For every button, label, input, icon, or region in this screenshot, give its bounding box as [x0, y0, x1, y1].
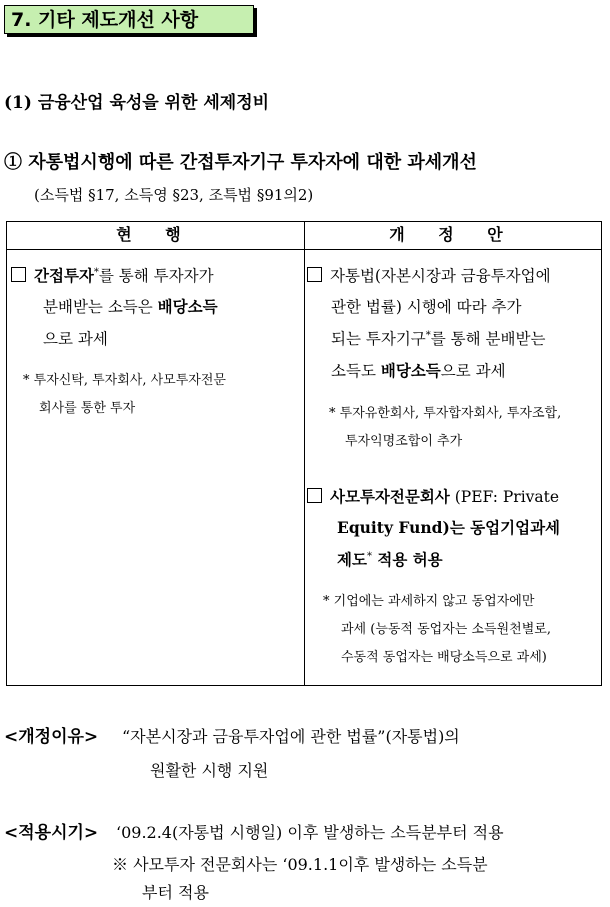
- reason-text-2: 원활한 시행 지원: [150, 761, 269, 780]
- subtitle: (1) 금융산업 육성을 위한 세제정비: [4, 93, 270, 113]
- header-revised: 개 정 안: [305, 222, 602, 250]
- current-line-2: 분배받는 소득은 배당소득: [43, 297, 218, 316]
- revised-b1-note-1: * 투자유한회사, 투자합자회사, 투자조합,: [329, 406, 562, 421]
- item-heading: ① 자통법시행에 따른 간접투자기구 투자자에 대한 과세개선: [4, 152, 477, 173]
- reason-label: <개정이유>: [4, 727, 99, 747]
- revised-b1-line-2: 관한 법률) 시행에 따라 추가: [331, 298, 522, 316]
- revised-b2-note-2: 과세 (능동적 동업자는 소득원천별로,: [341, 622, 551, 637]
- revised-b1-line-4: 소득도 배당소득으로 과세: [331, 361, 506, 380]
- section-title: 7. 기타 제도개선 사항: [4, 5, 254, 34]
- revised-b2-line-2: Equity Fund)는 동업기업과세: [337, 518, 561, 537]
- checkbox-square-icon: [307, 488, 322, 503]
- revised-bullet-1: 자통법(자본시장과 금융투자업에: [307, 264, 551, 286]
- revised-b1-note-2: 투자익명조합이 추가: [345, 434, 463, 449]
- current-note-1: * 투자신탁, 투자회사, 사모투자전문: [23, 373, 226, 388]
- comparison-table: [6, 221, 602, 686]
- revised-cell: [305, 250, 602, 686]
- timing-note-2: 부터 적용: [142, 883, 209, 902]
- revised-b2-line-3: 제도* 적용 허용: [337, 550, 443, 569]
- timing-text-1: ‘09.2.4(자통법 시행일) 이후 발생하는 소득분부터 적용: [116, 823, 504, 842]
- revised-bullet-2: 사모투자전문회사 (PEF: Private: [307, 485, 559, 507]
- revised-b2-note-3: 수동적 동업자는 배당소득으로 과세): [341, 650, 547, 665]
- checkbox-square-icon: [307, 267, 322, 282]
- reason-text-1: “자본시장과 금융투자업에 관한 법률”(자통법)의: [122, 727, 460, 746]
- checkbox-square-icon: [11, 267, 26, 282]
- current-note-2: 회사를 통한 투자: [39, 401, 136, 416]
- current-cell: [7, 250, 305, 686]
- timing-label: <적용시기>: [4, 823, 99, 843]
- current-bullet: 간접투자*를 통해 투자자가: [11, 264, 214, 286]
- item-reference: (소득법 §17, 소득영 §23, 조특법 §91의2): [34, 186, 314, 204]
- timing-note-1: ※ 사모투자 전문회사는 ‘09.1.1이후 발생하는 소득분: [112, 855, 488, 874]
- revised-b2-note-1: * 기업에는 과세하지 않고 동업자에만: [323, 594, 535, 609]
- header-current: 현 행: [7, 222, 305, 250]
- current-line-3: 으로 과세: [43, 330, 108, 348]
- revised-b1-line-3: 되는 투자기구*를 통해 분배받는: [331, 329, 546, 348]
